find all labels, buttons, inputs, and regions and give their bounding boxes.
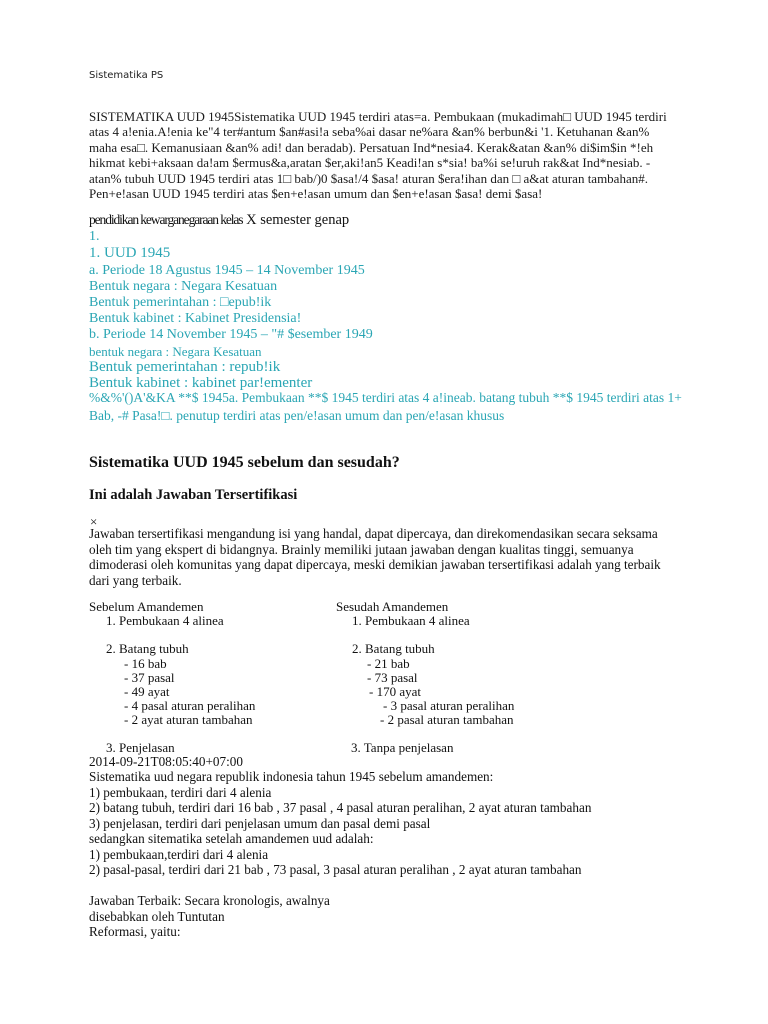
teal-bentuk-pemerintahan-b: Bentuk pemerintahan : repub!ik xyxy=(89,359,281,375)
kelas-rest-text: X semester genap xyxy=(242,212,350,228)
before-sub-4: - 4 pasal aturan peralihan xyxy=(124,698,256,713)
question-heading: Sistematika UUD 1945 sebelum dan sesudah? xyxy=(89,454,400,471)
before-sub-5: - 2 ayat aturan tambahan xyxy=(124,712,253,727)
after-sub-1: - 21 bab xyxy=(367,656,410,671)
after-sub-5: - 2 pasal aturan tambahan xyxy=(380,712,514,727)
bottom-line-1: Sistematika uud negara republik indonesia tahun 1945 sebelum amandemen: xyxy=(89,769,494,784)
teal-bentuk-negara-a: Bentuk negara : Negara Kesatuan xyxy=(89,279,278,294)
bottom-line-2: 1) pembukaan, terdiri dari 4 alenia xyxy=(89,785,272,800)
kelas-line xyxy=(89,211,689,229)
bottom-line-8: Jawaban Terbaik: Secara kronologis, awalnya xyxy=(89,893,330,908)
bottom-line-9: disebabkan oleh Tuntutan xyxy=(89,909,225,924)
teal-bentuk-kabinet-b: Bentuk kabinet : kabinet par!ementer xyxy=(89,375,313,391)
before-item-1: 1. Pembukaan 4 alinea xyxy=(106,613,224,628)
bottom-line-10: Reformasi, yaitu: xyxy=(89,924,181,939)
timestamp: 2014-09-21T08:05:40+07:00 xyxy=(89,754,243,769)
teal-periode-a: a. Periode 18 Agustus 1945 – 14 November 1945 xyxy=(89,263,365,278)
teal-periode-b: b. Periode 14 November 1945 – "# $esember 1949 xyxy=(89,327,373,342)
teal-bentuk-kabinet-a: Bentuk kabinet : Kabinet Presidensia! xyxy=(89,311,302,326)
after-item-1: 1. Pembukaan 4 alinea xyxy=(352,613,470,628)
teal-number-1: 1. xyxy=(89,229,100,244)
after-sub-4: - 3 pasal aturan peralihan xyxy=(383,698,515,713)
close-icon[interactable]: × xyxy=(90,514,98,529)
certified-heading: Ini adalah Jawaban Tersertifikasi xyxy=(89,487,298,503)
before-sub-1: - 16 bab xyxy=(124,656,167,671)
teal-bentuk-pemerintahan-a: Bentuk pemerintahan : □epub!ik xyxy=(89,295,272,310)
after-item-3: 3. Tanpa penjelasan xyxy=(351,740,454,755)
before-sub-3: - 49 ayat xyxy=(124,684,170,699)
certified-paragraph: Jawaban tersertifikasi mengandung isi yang handal, dapat dipercaya, dan direkomendasikan secara seksama oleh tim yang ekspert di bidangnya. Brainly memiliki jutaan jawaban dengan kualitas tinggi, semuanya dimoderasi oleh komunitas yang dapat dipercaya, meski demikian jawaban tersertifikasi adalah yang terbaik dari yang terbaik. xyxy=(89,526,661,588)
after-header: Sesudah Amandemen xyxy=(336,599,449,614)
before-sub-2: - 37 pasal xyxy=(124,670,175,685)
bottom-line-3: 2) batang tubuh, terdiri dari 16 bab , 37 pasal , 4 pasal aturan peralihan, 2 ayat aturan tambahan xyxy=(89,800,592,815)
teal-bentuk-negara-b: bentuk negara : Negara Kesatuan xyxy=(89,344,262,359)
teal-uud-heading: 1. UUD 1945 xyxy=(89,245,171,261)
after-sub-3: - 170 ayat xyxy=(369,684,421,699)
teal-garbled-paragraph: %&%'()A'&KA **$ 1945a. Pembukaan **$ 1945 terdiri atas 4 a!ineab. batang tubuh **$ 1945 terdiri atas 1+ Bab, -# Pasa!□. penutup terdiri atas pen/e!asan umum dan pen/e!asan khusus xyxy=(89,390,682,423)
bottom-line-5: sedangkan sitematika setelah amandemen uud adalah: xyxy=(89,831,374,846)
before-item-2: 2. Batang tubuh xyxy=(106,641,189,656)
bottom-line-6: 1) pembukaan,terdiri dari 4 alenia xyxy=(89,847,269,862)
bottom-line-7: 2) pasal-pasal, terdiri dari 21 bab , 73 pasal, 3 pasal aturan peralihan , 2 ayat aturan tambahan xyxy=(89,862,582,877)
after-item-2: 2. Batang tubuh xyxy=(352,641,435,656)
doc-title: Sistematika PS xyxy=(89,70,164,81)
before-header: Sebelum Amandemen xyxy=(89,599,204,614)
before-item-3: 3. Penjelasan xyxy=(106,740,175,755)
intro-paragraph: SISTEMATIKA UUD 1945Sistematika UUD 1945 terdiri atas=a. Pembukaan (mukadimah□ UUD 1945 terdiri atas 4 a!enia.A!enia ke"4 ter#antum $an#asi!a seba%ai dasar ne%ara &an% berbun&i '1. Ketuhanan &an% maha esa□. Kemanusiaan &an% adi! dan beradab). Persatuan Ind*nesia4. Kerak&atan &an% di$im$in *!eh hikmat kebi+aksaan da!am $ermus&a,aratan $er,aki!an5 Keadi!an s*sia! ba%i se!uruh rak&at Ind*nesiab. -atan% tubuh UUD 1945 terdiri atas 1□ bab/)0 $asa!/4 $asa! aturan $era!ihan dan □ a&at aturan tambahan#. Pen+e!asan UUD 1945 terdiri atas $en+e!asan umum dan $en+e!asan $asa! demi $asa! xyxy=(89,109,667,202)
after-sub-2: - 73 pasal xyxy=(367,670,418,685)
kelas-small-text: pendidikan kewarganegaraan kelas xyxy=(89,212,243,227)
bottom-line-4: 3) penjelasan, terdiri dari penjelasan umum dan pasal demi pasal xyxy=(89,816,431,831)
